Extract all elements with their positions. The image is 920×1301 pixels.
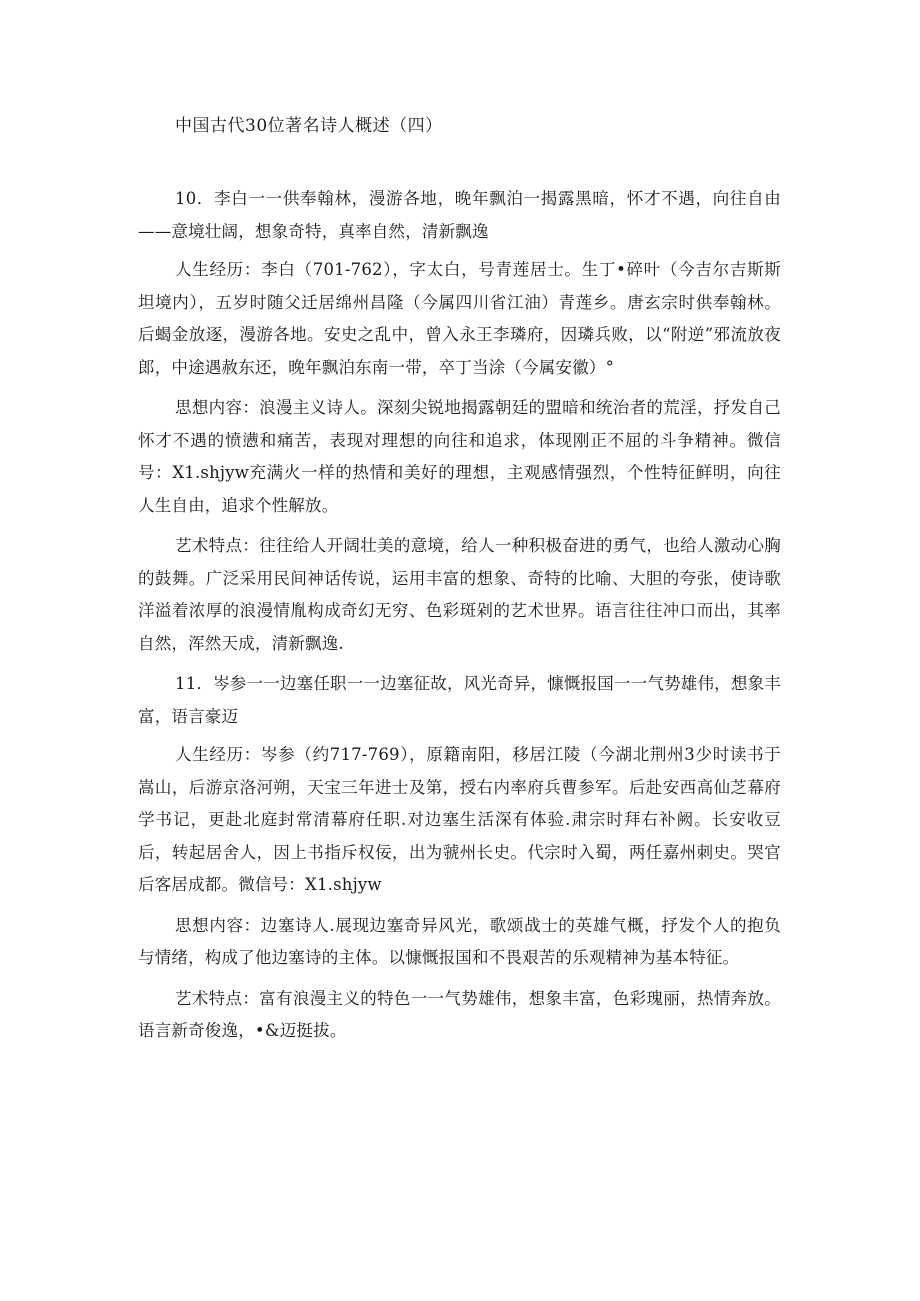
paragraph-cen-shen-life: 人生经历：岑参（约717-769），原籍南阳，移居江陵（今湖北荆州3少时读书于嵩山，后游京洛河朔，天宝三年进士及第，授右内率府兵曹参军。后赴安西高仙芝幕府学书记，更赴北庭封常清幕府任职.对边塞生活深有体验.肃宗时拜右补阙。长安收豆后，转起居舍人，因上书指斥权佞，出为虢州长史。代宗时入蜀，两任嘉州刺史。哭官后客居成都。微信号：X1.shjyw [138, 745, 781, 894]
section-heading-li-bai: 10．李白一一供奉翰林，漫游各地，晚年飘泊一揭露黑暗，怀才不遇，向往自由——意境壮阔，想象奇特，真率自然，清新飘逸 [138, 189, 781, 241]
paragraph-li-bai-thought: 思想内容：浪漫主义诗人。深刻尖锐地揭露朝廷的盟暗和统治者的荒淫，抒发自己怀才不遇的愤懑和痛苦，表现对理想的向往和追求，体现刚正不屈的斗争精神。微信号：X1.shjyw充满火一样的热情和美好的理想，主观感情强烈，个性特征鲜明，向往人生自由，追求个性解放。 [138, 398, 781, 515]
paragraph-cen-shen-art: 艺术特点：富有浪漫主义的特色一一气势雄伟，想象丰富，色彩瑰丽，热情奔放。语言新奇俊逸，•&迈挺拔。 [138, 988, 781, 1040]
document-title: 中国古代30位著名诗人概述（四） [175, 116, 443, 136]
paragraph-cen-shen-thought: 思想内容：边塞诗人.展现边塞奇异风光，歌颂战士的英雄气概，抒发个人的抱负与情绪，构成了他边塞诗的主体。以慷慨报国和不畏艰苦的乐观精神为基本特征。 [138, 915, 781, 967]
section-heading-cen-shen: 11．岑参一一边塞任职一一边塞征故，风光奇异，慷慨报国一一气势雄伟，想象丰富，语言豪迈 [138, 674, 781, 726]
paragraph-li-bai-art: 艺术特点：往往给人开阔壮美的意境，给人一种积极奋进的勇气，也给人激动心胸的鼓舞。广泛采用民间神话传说，运用丰富的想象、奇特的比喻、大胆的夸张，使诗歌洋溢着浓厚的浪漫情胤构成奇幻无穷、色彩斑剁的艺术世界。语言往往冲口而出，其率自然，浑然天成，清新飘逸. [138, 536, 781, 653]
paragraph-li-bai-life: 人生经历：李白（701-762），字太白，号青莲居士。生丁•碎叶（今吉尔吉斯斯坦境内），五岁时随父迁居绵州昌隆（今属四川省江油）青莲乡。唐玄宗时供奉翰林。后蝎金放逐，漫游各地。安史之乱中，曾入永王李璘府，因璘兵败，以“附逆”邪流放夜郎，中途遇赦东还，晚年飘泊东南一带，卒丁当涂（今属安徽）° [138, 260, 781, 377]
document-body [138, 183, 781, 1056]
